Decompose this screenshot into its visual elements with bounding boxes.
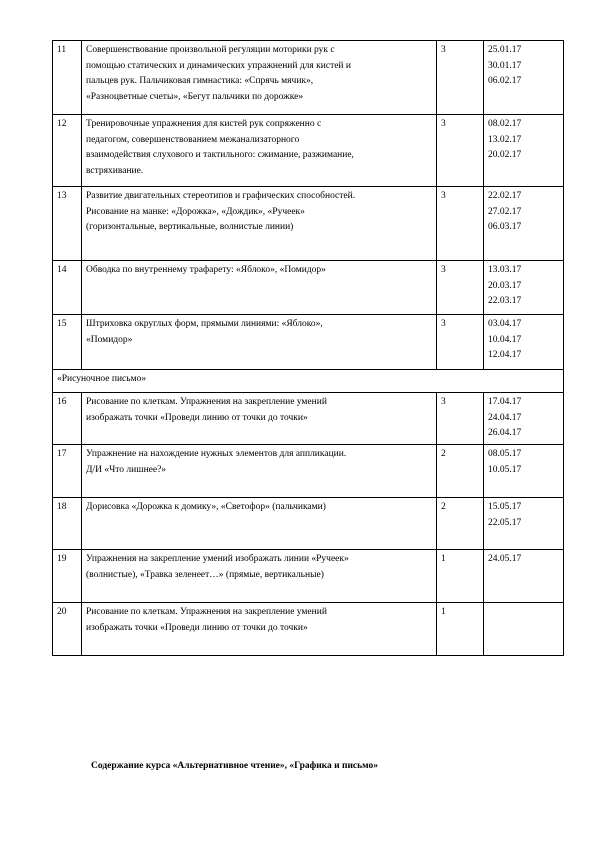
lesson-dates <box>484 550 564 603</box>
lesson-topic <box>82 603 437 656</box>
topic-line: Рисование по клеткам. Упражнения на закрепление умений <box>86 397 327 407</box>
lesson-date: 17.04.17 <box>488 397 522 407</box>
lesson-date: 22.02.17 <box>488 191 522 201</box>
lesson-topic <box>82 315 437 370</box>
lesson-date: 15.05.17 <box>488 502 522 512</box>
lesson-topic <box>82 393 437 445</box>
lesson-number: 13 <box>53 187 82 261</box>
lesson-date: 13.02.17 <box>488 134 522 145</box>
lesson-date: 22.03.17 <box>488 296 522 306</box>
topic-line: Тренировочные упражнения для кистей рук сопряженно с <box>86 119 322 129</box>
lesson-hours: 3 <box>437 115 484 187</box>
topic-line: (волнистые), «Травка зеленеет…» (прямые, вертикальные) <box>86 569 324 580</box>
section-title: «Рисуночное письмо» <box>53 370 564 393</box>
lesson-rows-group-2 <box>53 393 564 656</box>
lesson-hours: 3 <box>437 187 484 261</box>
lesson-dates <box>484 445 564 498</box>
lesson-hours: 2 <box>437 445 484 498</box>
table-row <box>53 115 564 187</box>
lesson-date: 08.05.17 <box>488 449 522 459</box>
lesson-date: 24.04.17 <box>488 412 522 423</box>
topic-line: Д/И «Что лишнее?» <box>86 464 167 475</box>
lesson-number: 11 <box>53 41 82 115</box>
lesson-date: 26.04.17 <box>488 428 522 438</box>
topic-line: Развитие двигательных стереотипов и графических способностей. <box>86 191 356 201</box>
lesson-hours: 3 <box>437 261 484 315</box>
section-row <box>53 370 564 393</box>
topic-line: Дорисовка «Дорожка к домику», «Светофор» (пальчиками) <box>86 502 326 512</box>
lesson-date: 27.02.17 <box>488 206 522 217</box>
table-row <box>53 261 564 315</box>
table-row <box>53 41 564 115</box>
table-row <box>53 445 564 498</box>
topic-line: Рисование по клеткам. Упражнения на закрепление умений <box>86 607 327 617</box>
topic-line: Штриховка округлых форм, прямыми линиями: «Яблоко», <box>86 319 323 329</box>
lesson-number: 20 <box>53 603 82 656</box>
lesson-topic <box>82 41 437 115</box>
lesson-number: 19 <box>53 550 82 603</box>
lesson-number: 12 <box>53 115 82 187</box>
topic-line: Упражнения на закрепление умений изображать линии «Ручеек» <box>86 554 349 564</box>
section-row-group <box>53 370 564 393</box>
lesson-dates <box>484 315 564 370</box>
topic-line: Упражнение на нахождение нужных элементов для аппликации. <box>86 449 347 459</box>
topic-line: Совершенствование произвольной регуляции моторики рук с <box>86 45 335 55</box>
lesson-hours: 3 <box>437 41 484 115</box>
lesson-topic <box>82 187 437 261</box>
table-row <box>53 498 564 550</box>
table-row <box>53 393 564 445</box>
topic-line: «Разноцветные счеты», «Бегут пальчики по дорожке» <box>86 91 304 102</box>
table-row <box>53 603 564 656</box>
lesson-dates <box>484 41 564 115</box>
topic-line: «Помидор» <box>86 334 133 345</box>
lesson-date: 10.05.17 <box>488 464 522 475</box>
topic-line: встряхивание. <box>86 165 144 176</box>
table-row <box>53 550 564 603</box>
topic-line: помощью статических и динамических упражнений для кистей и <box>86 60 351 71</box>
table-row <box>53 187 564 261</box>
lesson-date: 30.01.17 <box>488 60 522 71</box>
lesson-topic <box>82 115 437 187</box>
lesson-date: 24.05.17 <box>488 554 522 564</box>
lesson-dates <box>484 603 564 656</box>
lesson-hours: 1 <box>437 603 484 656</box>
lesson-hours: 3 <box>437 315 484 370</box>
lesson-number: 14 <box>53 261 82 315</box>
lesson-date: 06.02.17 <box>488 76 522 86</box>
lesson-hours: 1 <box>437 550 484 603</box>
topic-line: педагогом, совершенствованием межанализаторного <box>86 134 300 145</box>
lesson-topic <box>82 445 437 498</box>
lesson-number: 17 <box>53 445 82 498</box>
lesson-dates <box>484 393 564 445</box>
lesson-dates <box>484 187 564 261</box>
lesson-dates <box>484 261 564 315</box>
topic-line: пальцев рук. Пальчиковая гимнастика: «Спрячь мячик», <box>86 76 314 86</box>
lesson-topic <box>82 550 437 603</box>
lesson-date: 06.03.17 <box>488 222 522 232</box>
topic-line: изображать точки «Проведи линию от точки до точки» <box>86 622 308 633</box>
lesson-plan-table <box>52 40 564 656</box>
lesson-date: 03.04.17 <box>488 319 522 329</box>
lesson-hours: 3 <box>437 393 484 445</box>
lesson-number: 15 <box>53 315 82 370</box>
topic-line: изображать точки «Проведи линию от точки до точки» <box>86 412 308 423</box>
course-content-heading: Содержание курса «Альтернативное чтение», «Графика и письмо» <box>91 761 378 771</box>
lesson-date: 08.02.17 <box>488 119 522 129</box>
lesson-topic <box>82 498 437 550</box>
topic-line: взаимодействия слухового и тактильного: сжимание, разжимание, <box>86 150 354 160</box>
lesson-number: 16 <box>53 393 82 445</box>
lesson-topic <box>82 261 437 315</box>
lesson-date: 10.04.17 <box>488 334 522 345</box>
lesson-date: 20.03.17 <box>488 280 522 291</box>
lesson-date: 13.03.17 <box>488 265 522 275</box>
lesson-dates <box>484 498 564 550</box>
topic-line: (горизонтальные, вертикальные, волнистые линии) <box>86 222 294 232</box>
lesson-hours: 2 <box>437 498 484 550</box>
lesson-date: 22.05.17 <box>488 517 522 528</box>
lesson-number: 18 <box>53 498 82 550</box>
lesson-dates <box>484 115 564 187</box>
lesson-date: 25.01.17 <box>488 45 522 55</box>
lesson-date: 20.02.17 <box>488 150 522 160</box>
topic-line: Обводка по внутреннему трафарету: «Яблоко», «Помидор» <box>86 265 326 275</box>
lesson-rows-group-1 <box>53 41 564 370</box>
topic-line: Рисование на манке: «Дорожка», «Дождик», «Ручеек» <box>86 206 305 217</box>
table-row <box>53 315 564 370</box>
lesson-date: 12.04.17 <box>488 350 522 360</box>
